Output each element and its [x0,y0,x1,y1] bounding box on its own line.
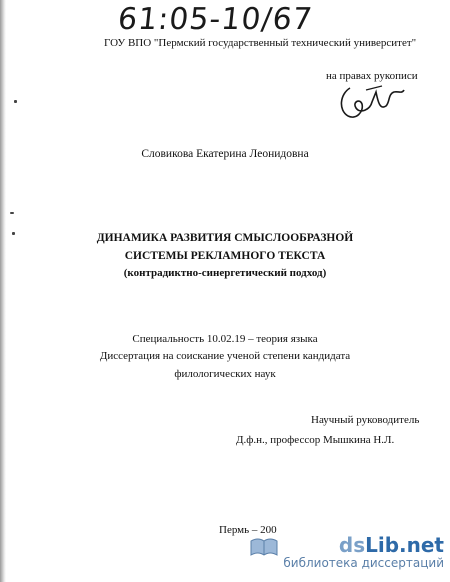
degree-line-2: филологических наук [174,368,276,380]
scan-speck [10,212,14,214]
degree-line-1: Диссертация на соискание ученой степени кандидата [99,350,351,362]
dissertation-title-line-2: СИСТЕМЫ РЕКЛАМНОГО ТЕКСТА [124,250,326,262]
supervisor-name: Д.ф.н., профессор Мышкина Н.Л. [236,434,395,446]
dissertation-title-line-1: ДИНАМИКА РАЗВИТИЯ СМЫСЛООБРАЗНОЙ [96,232,354,244]
watermark-logo [283,533,444,557]
watermark-logo-right: Lib.net [365,533,444,557]
watermark-logo-left: ds [338,533,366,557]
handwritten-signature [336,80,408,124]
scan-speck [14,100,17,103]
open-book-icon [249,535,279,559]
university-name: ГОУ ВПО "Пермский государственный технический университет" [104,37,417,49]
supervisor-label: Научный руководитель [311,414,420,426]
dissertation-subtitle: (контрадиктно-синергетический подход) [123,267,327,279]
specialty-line: Специальность 10.02.19 – теория языка [132,333,318,345]
author-name: Словикова Екатерина Леонидовна [141,148,309,160]
scan-shadow-edge [0,0,6,582]
city-year: Пермь – 200 [219,524,277,536]
handwritten-archive-code: 61:05-10/67 [116,2,315,37]
manuscript-rights-note: на правах рукописи [326,70,418,82]
dslib-watermark[interactable] [283,533,444,570]
watermark-subtitle: библиотека диссертаций [283,556,444,570]
